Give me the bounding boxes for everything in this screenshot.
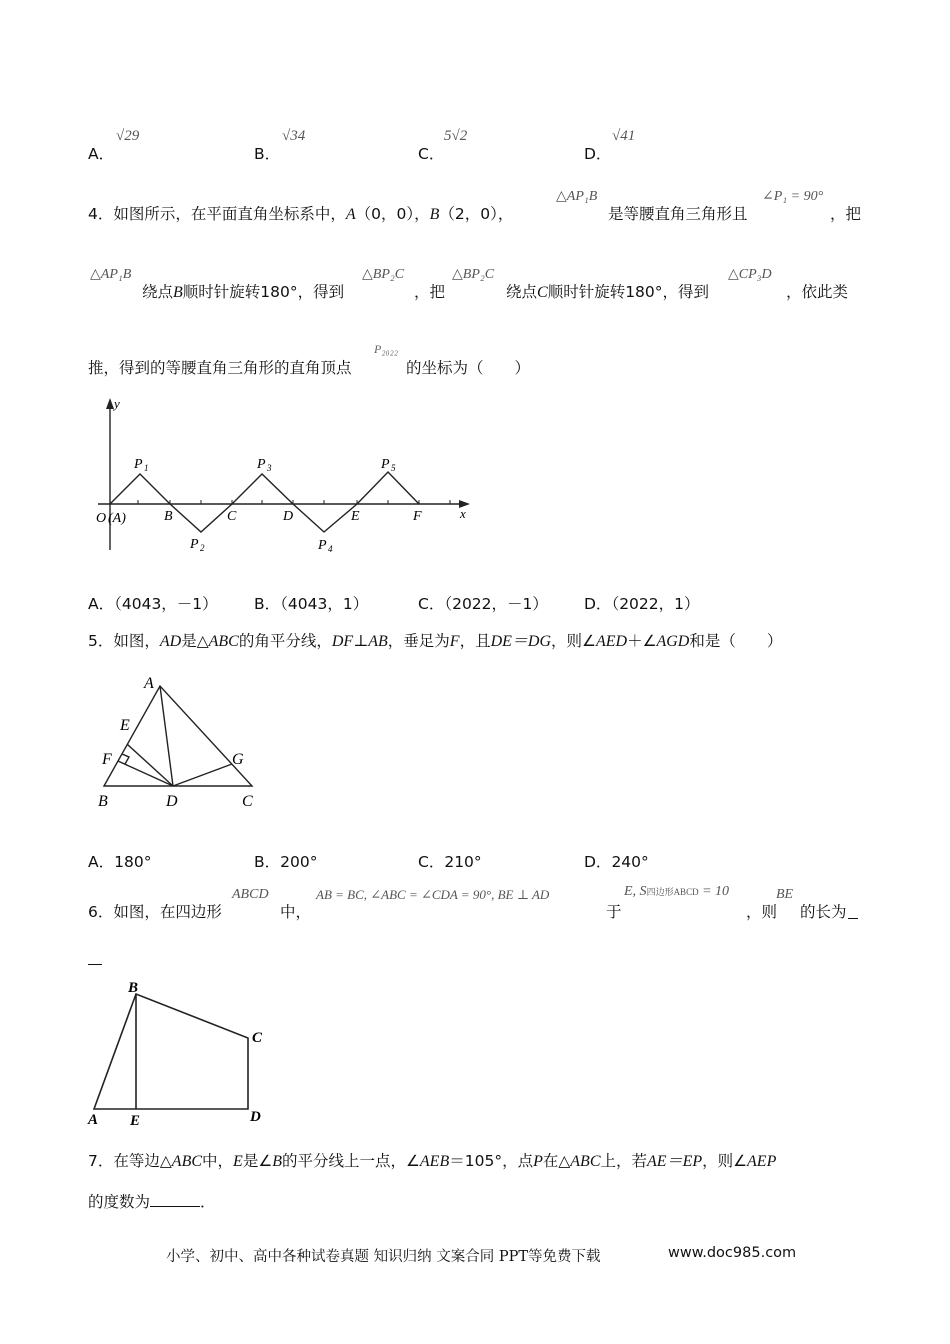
q7-t3: 是∠: [242, 1152, 273, 1170]
q5-t6: ＋∠: [627, 632, 657, 650]
q5-f: F: [449, 633, 460, 650]
q3-option-b-label: B．: [254, 145, 281, 163]
q7-abc: ABC: [171, 1153, 203, 1170]
q4-line3a: 推，得到的等腰直角三角形的直角顶点: [88, 359, 352, 377]
q6-t3: 于: [606, 903, 622, 921]
q4-option-c-label: C．: [418, 595, 445, 613]
p3-sub: 3: [267, 463, 272, 473]
q4-option-a-value: （4043，－1）: [114, 595, 218, 613]
p1-label: P: [134, 457, 143, 472]
q5-option-d-value: 240°: [611, 853, 649, 871]
p2-sub: 2: [200, 543, 205, 553]
q4-b-coord: （2，0），: [439, 205, 514, 223]
label-b: B: [98, 793, 108, 810]
q5-agd: AGD: [656, 633, 690, 650]
q7-b: B: [272, 1153, 282, 1170]
q4-tri2b: △BP₂C: [452, 267, 495, 282]
q5-option-b: [254, 850, 317, 872]
p3-label: P: [257, 457, 266, 472]
q4-tri1b: △AP₁B: [90, 267, 132, 282]
label-c: C: [252, 1030, 263, 1046]
q6-area: [624, 884, 729, 900]
q7-t2: 中，: [202, 1152, 234, 1170]
q7-answer-blank[interactable]: [150, 1192, 200, 1207]
q4-rot1c: 顺时针旋转180°，得到: [182, 283, 345, 301]
q6-answer-blank[interactable]: [848, 918, 858, 919]
q7-t1: 7．在等边△: [88, 1152, 172, 1170]
q5-t1: 是△: [181, 632, 209, 650]
q5-ad: AD: [159, 633, 182, 650]
q5-t7: 和是（ ）: [689, 632, 783, 650]
q4-option-b-value: （4043，1）: [280, 595, 369, 613]
p5-sub: 5: [391, 463, 396, 473]
q5-option-c: [418, 850, 482, 872]
q3-option-b-value: √34: [282, 128, 306, 144]
y-axis-arrow-icon: [106, 398, 114, 409]
q5-t5: ，则∠: [551, 632, 596, 650]
segment-df: [118, 761, 173, 786]
c-label: C: [227, 509, 237, 524]
zigzag-triangles: [110, 472, 419, 532]
q6-conditions: AB = BC, ∠ABC = ∠CDA = 90°, BE ⊥ AD: [316, 887, 550, 902]
e-label: E: [351, 509, 360, 524]
q3-option-a-value: √29: [116, 128, 140, 144]
q4-rot2b: C: [537, 284, 548, 301]
q6-area-sub: 四边形ABCD: [646, 887, 699, 897]
q7-aeb: AEB: [419, 1153, 450, 1170]
q5-t4: ，且: [459, 632, 491, 650]
footer-url[interactable]: www.doc985.com: [668, 1245, 797, 1261]
q4-p2022: P₂₀₂₂: [374, 342, 399, 356]
q7-aeep: AE＝EP: [647, 1153, 703, 1170]
p1-sub: 1: [144, 463, 149, 473]
q5-option-b-label: B．: [254, 853, 281, 871]
label-e: E: [120, 717, 130, 734]
q7-t8: ，则∠: [702, 1152, 748, 1170]
right-angle-mark: [122, 754, 129, 764]
q5-t2: 的角平分线，: [238, 632, 332, 650]
d-label: D: [283, 509, 294, 524]
q6-quadrilateral-figure: [84, 976, 274, 1126]
q5-option-b-value: 200°: [280, 853, 318, 871]
q6-abcd: ABCD: [232, 887, 269, 902]
quadrilateral-abcd: [94, 994, 248, 1109]
q4-point-a: A: [345, 206, 356, 223]
q4-tri3: △CP₃D: [728, 267, 772, 282]
q5-stem: [88, 628, 782, 651]
q4-comma-ba: ，把: [414, 283, 446, 301]
q4-option-a-label: A．: [88, 595, 115, 613]
segment-de: [127, 744, 173, 786]
q4-tri1: △AP₁B: [556, 189, 598, 204]
q5-option-d: [584, 850, 649, 872]
q7-t5: ＝105°，点: [449, 1152, 534, 1170]
q6-t4: ，则: [746, 903, 778, 921]
q5-dfab: DF⊥AB: [331, 633, 388, 650]
label-f: F: [102, 751, 112, 768]
label-b: B: [128, 980, 139, 996]
a-label: (A): [108, 511, 126, 526]
q5-option-c-label: C．: [418, 853, 445, 871]
q7-abc2: ABC: [570, 1153, 601, 1170]
q4-isosceles-text: 是等腰直角三角形且: [608, 205, 748, 223]
triangle-abc: [104, 686, 252, 786]
q4-a-coord: （0，0），: [355, 205, 430, 223]
q4-option-a: [88, 592, 218, 614]
q7-line2: [88, 1190, 216, 1212]
q7-t7: 上，若: [600, 1152, 648, 1170]
q4-angle-p1: ∠P₁ = 90°: [762, 189, 824, 204]
q7-aep: AEP: [747, 1153, 777, 1170]
q6-answer-blank-cont[interactable]: [88, 964, 102, 965]
q6-be: BE: [776, 887, 794, 902]
q4-option-c-value: （2022，－1）: [444, 595, 548, 613]
label-g: G: [232, 751, 244, 768]
q5-aed: AED: [595, 633, 628, 650]
q5-option-a: [88, 850, 151, 872]
q6-area-value: = 10: [698, 884, 730, 899]
q6-t2: 中，: [280, 903, 312, 921]
q3-option-d-value: √41: [612, 128, 636, 144]
q4-rot1: [142, 280, 344, 302]
q5-dedg: DE＝DG: [490, 633, 552, 650]
q4-rot1b: B: [173, 284, 183, 301]
q4-option-c: [418, 592, 548, 614]
q7-t4: 的平分线上一点，∠: [282, 1152, 420, 1170]
p4-label: P: [318, 538, 327, 553]
label-a: A: [144, 675, 154, 692]
q3-option-c-value: 5√2: [444, 128, 468, 144]
segment-dg: [173, 764, 232, 786]
q5-option-c-value: 210°: [444, 853, 482, 871]
q4-ba: ，把: [830, 205, 862, 223]
x-label: x: [460, 506, 466, 521]
q7-t6: 在△: [542, 1152, 571, 1170]
q5-option-a-label: A．: [88, 853, 115, 871]
q3-option-a-label: A．: [88, 145, 115, 163]
q5-abc: ABC: [208, 633, 239, 650]
q3-option-c-label: C．: [418, 145, 445, 163]
q7-l2: 的度数为: [88, 1193, 151, 1211]
label-a: A: [88, 1112, 99, 1126]
q4-option-d-label: D．: [584, 595, 612, 613]
label-e: E: [130, 1113, 141, 1126]
q4-option-d-value: （2022，1）: [611, 595, 700, 613]
footer-text: 小学、初中、高中各种试卷真题 知识归纳 文案合同 PPT等免费下载: [166, 1249, 601, 1265]
q7-e: E: [233, 1153, 243, 1170]
q4-line3b: 的坐标为（ ）: [406, 359, 531, 377]
q5-triangle-figure: [92, 668, 272, 814]
p4-sub: 4: [328, 544, 333, 554]
q7-end: ．: [200, 1193, 216, 1211]
q4-rot2: [506, 280, 709, 302]
p2-label: P: [190, 537, 199, 552]
f-label: F: [413, 509, 422, 524]
q5-t3: ，垂足为: [387, 632, 450, 650]
q7-p: P: [533, 1153, 543, 1170]
q6-t5: 的长为: [800, 903, 847, 921]
q5-num: 5．如图，: [88, 632, 160, 650]
y-label: y: [114, 396, 120, 411]
q3-option-d-label: D．: [584, 145, 612, 163]
q5-option-d-label: D．: [584, 853, 612, 871]
q4-rot2a: 绕点: [506, 283, 538, 301]
segment-ad: [160, 686, 173, 786]
q4-tri2: △BP₂C: [362, 267, 405, 282]
b-label: B: [164, 509, 173, 524]
origin-label: O: [96, 511, 107, 526]
label-d: D: [250, 1109, 261, 1125]
q4-intro: 4．如图所示，在平面直角坐标系中，: [88, 205, 346, 223]
q4-option-b-label: B．: [254, 595, 281, 613]
q4-etc: ，依此类: [786, 283, 849, 301]
q4-rot1a: 绕点: [142, 283, 174, 301]
q4-line1: [88, 202, 513, 224]
q4-option-d: [584, 592, 700, 614]
q6-area-s: E, S: [624, 884, 647, 899]
q4-option-b: [254, 592, 368, 614]
p5-label: P: [381, 457, 390, 472]
q4-coordinate-graph: [80, 392, 480, 562]
label-c: C: [242, 793, 253, 810]
label-d: D: [166, 793, 178, 810]
q4-point-b: B: [429, 206, 440, 223]
q6-t1: 6．如图，在四边形: [88, 903, 222, 921]
q5-option-a-value: 180°: [114, 853, 152, 871]
q4-rot2c: 顺时针旋转180°，得到: [547, 283, 710, 301]
q7-line1: [88, 1148, 776, 1171]
